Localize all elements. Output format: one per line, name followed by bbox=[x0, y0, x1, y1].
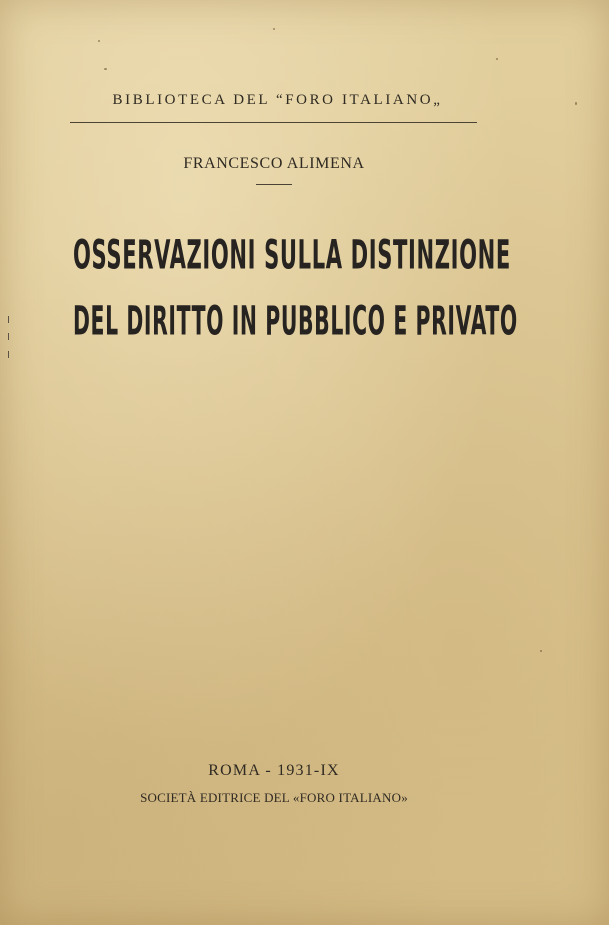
paper-speck bbox=[273, 28, 275, 30]
paper-speck bbox=[575, 102, 577, 105]
paper-speck bbox=[98, 40, 100, 42]
imprint-place-year: ROMA - 1931-IX bbox=[208, 762, 340, 779]
author-divider bbox=[256, 184, 292, 185]
paper-speck bbox=[496, 58, 498, 60]
paper-speck bbox=[104, 68, 107, 70]
paper-speck bbox=[540, 650, 542, 652]
margin-mark bbox=[8, 333, 9, 340]
series-divider bbox=[70, 122, 477, 123]
series-title: BIBLIOTECA DEL “FORO ITALIANO„ bbox=[112, 92, 443, 108]
margin-mark bbox=[8, 351, 9, 358]
author-name: FRANCESCO ALIMENA bbox=[183, 155, 365, 172]
book-title-line-2: DEL DIRITTO IN PUBBLICO E PRIVATO bbox=[73, 298, 518, 346]
publisher-name: SOCIETÀ EDITRICE DEL «FORO ITALIANO» bbox=[140, 790, 408, 805]
margin-mark bbox=[8, 316, 9, 323]
book-title-line-1: OSSERVAZIONI SULLA DISTINZIONE bbox=[73, 232, 511, 280]
